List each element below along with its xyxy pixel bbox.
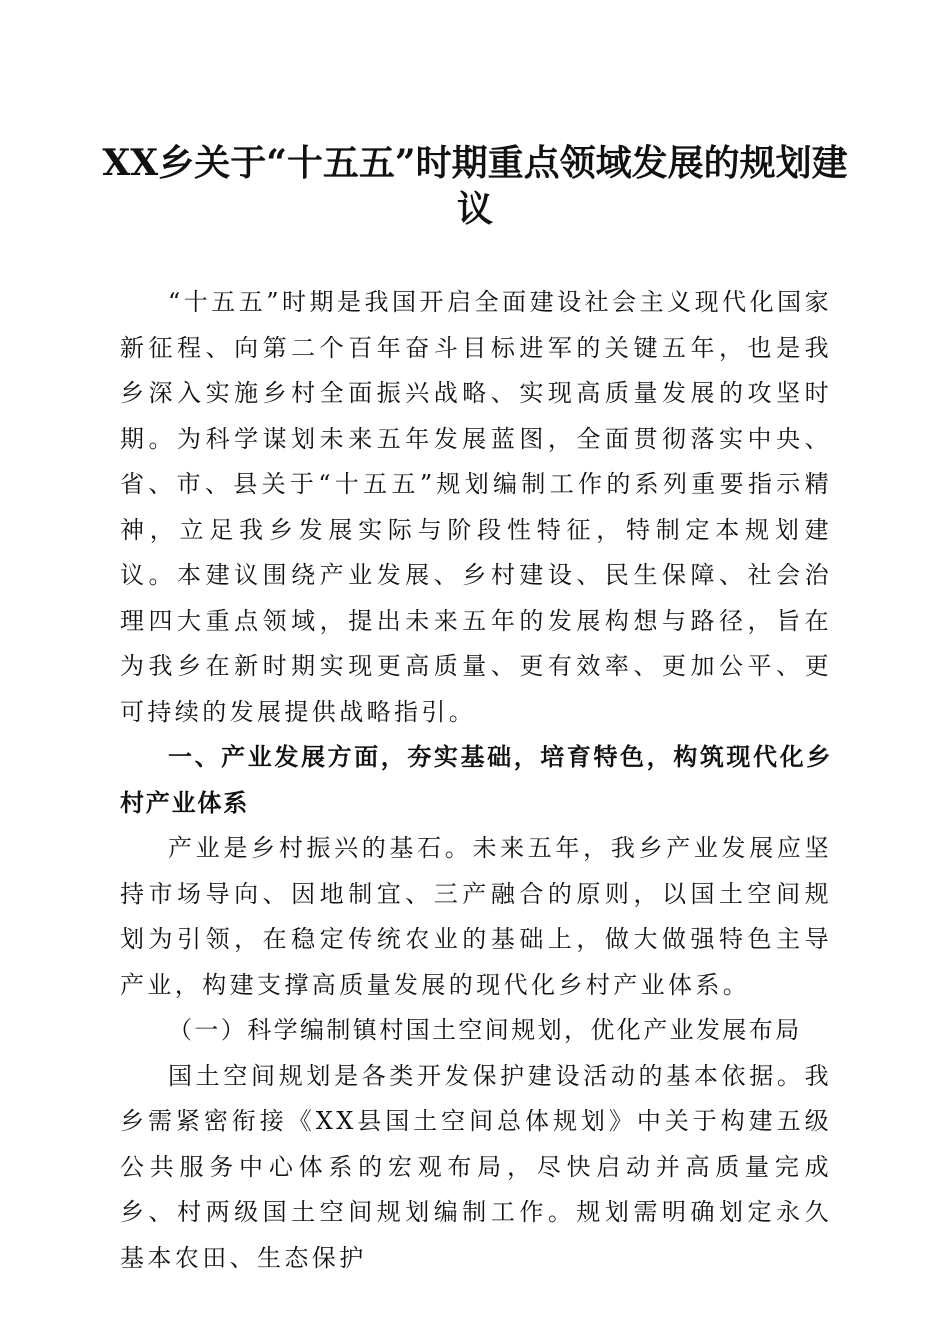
section-heading-1: 一、产业发展方面，夯实基础，培育特色，构筑现代化乡村产业体系 bbox=[120, 743, 832, 817]
document-body bbox=[120, 280, 832, 1281]
document-title: XX乡关于“十五五”时期重点领域发展的规划建议 bbox=[102, 142, 848, 230]
subsection-heading-1: （一）科学编制镇村国土空间规划，优化产业发展布局 bbox=[168, 1016, 802, 1044]
section-1-paragraph: 产业是乡村振兴的基石。未来五年，我乡产业发展应坚持市场导向、因地制宜、三产融合的原则，以国土空间规划为引领，在稳定传统农业的基础上，做大做强特色主导产业，构建支撑高质量发展的现代化乡村产业体系。 bbox=[120, 834, 832, 999]
intro-paragraph: “十五五”时期是我国开启全面建设社会主义现代化国家新征程、向第二个百年奋斗目标进军的关键五年，也是我乡深入实施乡村全面振兴战略、实现高质量发展的攻坚时期。为科学谋划未来五年发展蓝图，全面贯彻落实中央、省、市、县关于“十五五”规划编制工作的系列重要指示精神，立足我乡发展实际与阶段性特征，特制定本规划建议。本建议围绕产业发展、乡村建设、民生保障、社会治理四大重点领域，提出未来五年的发展构想与路径，旨在为我乡在新时期实现更高质量、更有效率、更加公平、更可持续的发展提供战略指引。 bbox=[120, 288, 832, 726]
subsection-1-paragraph: 国土空间规划是各类开发保护建设活动的基本依据。我乡需紧密衔接《XX县国土空间总体规划》中关于构建五级公共服务中心体系的宏观布局，尽快启动并高质量完成乡、村两级国土空间规划编制工作。规划需明确划定永久基本农田、生态保护 bbox=[120, 1061, 832, 1272]
